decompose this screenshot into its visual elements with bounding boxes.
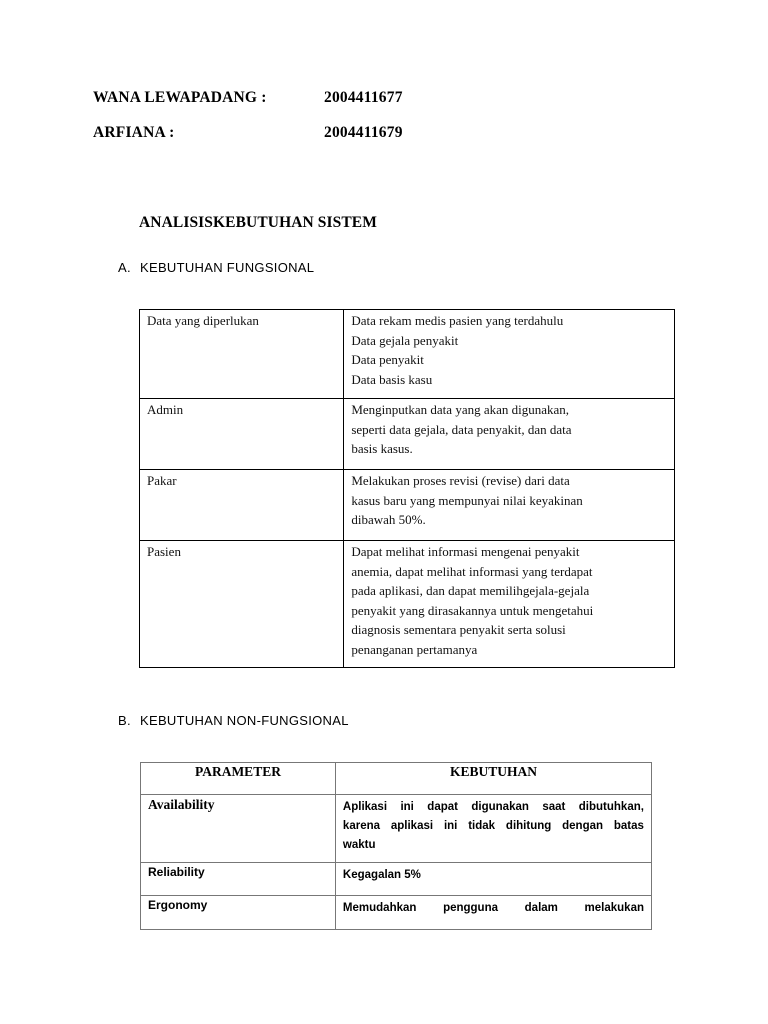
word: Aplikasi (342, 801, 388, 813)
parameter-cell: Reliability (141, 863, 336, 896)
word: tidak (468, 820, 496, 832)
description-line: pada aplikasi, dan dapat memilihgejala-gejala (351, 583, 590, 599)
description-line: penanganan pertamanya (351, 641, 478, 657)
description-line: Dapat melihat informasi mengenai penyakit (351, 544, 580, 559)
requirement-label: Pakar (140, 470, 344, 541)
requirement-description (344, 541, 675, 668)
column-header-kebutuhan: KEBUTUHAN (335, 763, 651, 795)
kebutuhan-line (343, 798, 644, 817)
description-line: basis kasus. (351, 441, 413, 457)
requirement-label: Pasien (140, 541, 344, 668)
description-line: kasus baru yang mempunyai nilai keyakinan (351, 492, 583, 508)
word: dapat (427, 801, 458, 813)
word: pengguna (443, 902, 499, 914)
word: batas (613, 820, 644, 832)
author-id: 2004411679 (324, 124, 403, 141)
description-line: Data penyakit (351, 352, 424, 368)
table-row (141, 863, 652, 896)
kebutuhan-line: waktu (342, 839, 376, 851)
description-line: anemia, dapat melihat informasi yang terdapat (351, 563, 593, 579)
kebutuhan-line: Kegagalan 5% (342, 869, 421, 881)
kebutuhan-cell (335, 896, 651, 930)
non-functional-requirements-table (140, 762, 652, 930)
table-row (140, 310, 675, 399)
column-header-parameter: PARAMETER (141, 763, 336, 795)
word: ini (443, 820, 458, 832)
description-line: penyakit yang dirasakannya untuk mengetahui (351, 602, 594, 618)
word: dengan (562, 820, 604, 832)
description-line: dibawah 50%. (351, 512, 426, 528)
section-marker: A. (118, 260, 131, 275)
word: dihitung (505, 820, 552, 832)
word: Memudahkan (342, 902, 417, 914)
requirement-description (344, 399, 675, 470)
requirement-description (344, 470, 675, 541)
table-row (141, 896, 652, 930)
description-line: Melakukan proses revisi (revise) dari data (351, 473, 570, 488)
description-line: Data rekam medis pasien yang terdahulu (351, 313, 564, 328)
description-line: Menginputkan data yang akan digunakan, (351, 402, 570, 417)
requirement-label: Admin (140, 399, 344, 470)
description-line: Data gejala penyakit (351, 332, 459, 348)
word: saat (542, 801, 566, 813)
word: digunakan (471, 801, 529, 813)
kebutuhan-line (343, 817, 644, 836)
table-row (141, 795, 652, 863)
requirement-label: Data yang diperlukan (140, 310, 344, 399)
word: ini (400, 801, 414, 813)
kebutuhan-line (343, 899, 644, 918)
kebutuhan-cell (335, 863, 651, 896)
section-marker: B. (118, 713, 131, 728)
description-line: Data basis kasu (351, 371, 433, 387)
author-id: 2004411677 (324, 89, 403, 106)
word: aplikasi (390, 820, 434, 832)
requirement-description (344, 310, 675, 399)
parameter-cell: Ergonomy (141, 896, 336, 930)
table-row (140, 470, 675, 541)
word: melakukan (584, 902, 644, 914)
description-line: diagnosis sementara penyakit serta solusi (351, 622, 566, 638)
author-name: WANA LEWAPADANG : (93, 89, 267, 106)
description-line: seperti data gejala, data penyakit, dan data (351, 421, 572, 437)
section-a-heading (118, 260, 314, 275)
document-title: ANALISISKEBUTUHAN SISTEM (139, 214, 377, 231)
word: karena (342, 820, 381, 832)
author-name: ARFIANA : (93, 124, 175, 141)
table-header-row (141, 763, 652, 795)
kebutuhan-cell (335, 795, 651, 863)
section-b-heading (118, 713, 349, 728)
word: dibutuhkan, (578, 801, 644, 813)
table-row (140, 541, 675, 668)
section-title: KEBUTUHAN FUNGSIONAL (140, 260, 315, 275)
table-row (140, 399, 675, 470)
word: dalam (524, 902, 558, 914)
parameter-cell: Availability (141, 795, 336, 863)
functional-requirements-table (139, 309, 675, 668)
section-title: KEBUTUHAN NON-FUNGSIONAL (140, 713, 349, 728)
